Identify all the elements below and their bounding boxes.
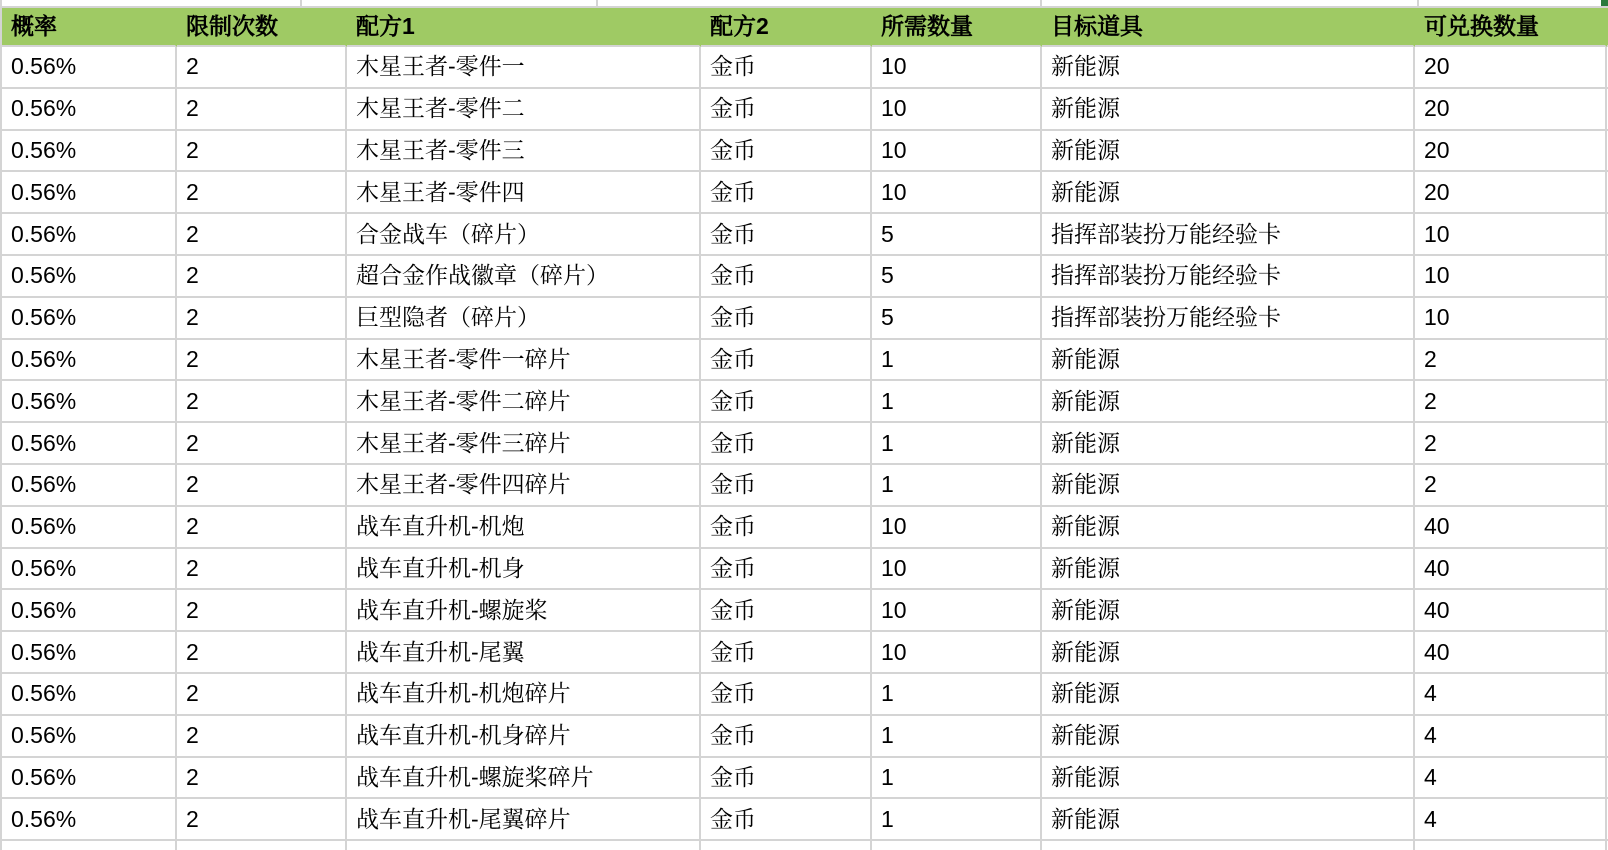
table-cell-probability[interactable]: 0.56% xyxy=(2,131,177,173)
table-cell-target-item[interactable]: 指挥部装扮万能经验卡 xyxy=(1042,214,1415,256)
table-cell-exchange-quantity[interactable]: 4 xyxy=(1415,799,1607,841)
table-cell-limit-count[interactable]: 2 xyxy=(177,716,347,758)
table-cell-limit-count[interactable]: 2 xyxy=(177,423,347,465)
table-cell-probability[interactable]: 0.56% xyxy=(2,340,177,382)
table-cell-probability[interactable]: 0.56% xyxy=(2,674,177,716)
table-cell-limit-count[interactable]: 2 xyxy=(177,632,347,674)
table-cell-empty xyxy=(177,841,347,850)
table-cell-probability[interactable]: 0.56% xyxy=(2,298,177,340)
table-cell-probability[interactable]: 0.56% xyxy=(2,256,177,298)
table-cell-probability[interactable]: 0.56% xyxy=(2,507,177,549)
table-cell-probability[interactable]: 0.56% xyxy=(2,381,177,423)
table-cell-exchange-quantity[interactable]: 20 xyxy=(1415,47,1607,89)
table-cell-recipe-2[interactable]: 金币 xyxy=(701,131,872,173)
table-cell-target-item[interactable]: 新能源 xyxy=(1042,590,1415,632)
table-cell-required-quantity[interactable]: 1 xyxy=(872,381,1042,423)
table-cell-recipe-2[interactable]: 金币 xyxy=(701,758,872,800)
table-cell-exchange-quantity[interactable]: 2 xyxy=(1415,381,1607,423)
table-cell-empty xyxy=(872,841,1042,850)
table-cell-required-quantity[interactable]: 10 xyxy=(872,632,1042,674)
table-cell-probability[interactable]: 0.56% xyxy=(2,632,177,674)
table-cell-required-quantity[interactable]: 10 xyxy=(872,172,1042,214)
table-cell-empty xyxy=(1415,841,1607,850)
table-cell-recipe-1[interactable]: 木星王者-零件一 xyxy=(347,47,701,89)
table-cell-recipe-1[interactable]: 战车直升机-机身 xyxy=(347,549,701,591)
table-cell-target-item[interactable]: 新能源 xyxy=(1042,89,1415,131)
table-cell-recipe-2[interactable]: 金币 xyxy=(701,423,872,465)
table-cell-recipe-2[interactable]: 金币 xyxy=(701,465,872,507)
gridline xyxy=(300,0,302,6)
table-cell-recipe-2[interactable]: 金币 xyxy=(701,632,872,674)
table-cell-limit-count[interactable]: 2 xyxy=(177,674,347,716)
table-cell-limit-count[interactable]: 2 xyxy=(177,298,347,340)
table-cell-limit-count[interactable]: 2 xyxy=(177,507,347,549)
table-cell-recipe-1[interactable]: 战车直升机-尾翼 xyxy=(347,632,701,674)
table-cell-recipe-1[interactable]: 战车直升机-螺旋桨 xyxy=(347,590,701,632)
table-cell-required-quantity[interactable]: 10 xyxy=(872,549,1042,591)
table-cell-required-quantity[interactable]: 1 xyxy=(872,340,1042,382)
gridline xyxy=(596,0,598,6)
table-cell-recipe-1[interactable]: 木星王者-零件二碎片 xyxy=(347,381,701,423)
table-cell-limit-count[interactable]: 2 xyxy=(177,590,347,632)
table-cell-required-quantity[interactable]: 1 xyxy=(872,674,1042,716)
header-cell-target-item[interactable]: 目标道具 xyxy=(1042,8,1415,47)
spreadsheet-table xyxy=(0,8,1608,850)
table-cell-limit-count[interactable]: 2 xyxy=(177,465,347,507)
table-cell-exchange-quantity[interactable]: 20 xyxy=(1415,131,1607,173)
table-cell-target-item[interactable]: 新能源 xyxy=(1042,674,1415,716)
table-cell-target-item[interactable]: 新能源 xyxy=(1042,632,1415,674)
table-cell-exchange-quantity[interactable]: 4 xyxy=(1415,758,1607,800)
table-cell-exchange-quantity[interactable]: 2 xyxy=(1415,423,1607,465)
table-cell-limit-count[interactable]: 2 xyxy=(177,47,347,89)
table-cell-probability[interactable]: 0.56% xyxy=(2,549,177,591)
table-cell-probability[interactable]: 0.56% xyxy=(2,89,177,131)
table-cell-probability[interactable]: 0.56% xyxy=(2,590,177,632)
table-cell-target-item[interactable]: 新能源 xyxy=(1042,172,1415,214)
table-cell-target-item[interactable]: 新能源 xyxy=(1042,758,1415,800)
table-cell-required-quantity[interactable]: 5 xyxy=(872,256,1042,298)
table-cell-probability[interactable]: 0.56% xyxy=(2,465,177,507)
table-cell-recipe-2[interactable]: 金币 xyxy=(701,298,872,340)
table-cell-limit-count[interactable]: 2 xyxy=(177,340,347,382)
table-cell-probability[interactable]: 0.56% xyxy=(2,716,177,758)
partial-row-above xyxy=(0,0,1608,8)
table-cell-recipe-1[interactable]: 战车直升机-机身碎片 xyxy=(347,716,701,758)
table-cell-target-item[interactable]: 指挥部装扮万能经验卡 xyxy=(1042,256,1415,298)
table-cell-exchange-quantity[interactable]: 4 xyxy=(1415,716,1607,758)
header-cell-recipe-2[interactable]: 配方2 xyxy=(701,8,872,47)
table-cell-required-quantity[interactable]: 10 xyxy=(872,131,1042,173)
table-cell-recipe-1[interactable]: 木星王者-零件二 xyxy=(347,89,701,131)
table-cell-target-item[interactable]: 新能源 xyxy=(1042,716,1415,758)
table-cell-required-quantity[interactable]: 10 xyxy=(872,507,1042,549)
table-cell-limit-count[interactable]: 2 xyxy=(177,214,347,256)
table-cell-recipe-1[interactable]: 合金战车（碎片） xyxy=(347,214,701,256)
table-cell-exchange-quantity[interactable]: 20 xyxy=(1415,172,1607,214)
table-cell-recipe-1[interactable]: 战车直升机-机炮碎片 xyxy=(347,674,701,716)
table-cell-required-quantity[interactable]: 10 xyxy=(872,89,1042,131)
table-cell-recipe-2[interactable]: 金币 xyxy=(701,674,872,716)
table-cell-exchange-quantity[interactable]: 4 xyxy=(1415,674,1607,716)
gridline xyxy=(1040,0,1042,6)
table-cell-limit-count[interactable]: 2 xyxy=(177,381,347,423)
table-cell-target-item[interactable]: 新能源 xyxy=(1042,507,1415,549)
table-cell-exchange-quantity[interactable]: 10 xyxy=(1415,214,1607,256)
table-cell-recipe-1[interactable]: 战车直升机-机炮 xyxy=(347,507,701,549)
table-cell-recipe-2[interactable]: 金币 xyxy=(701,256,872,298)
table-cell-recipe-2[interactable]: 金币 xyxy=(701,381,872,423)
table-cell-target-item[interactable]: 新能源 xyxy=(1042,799,1415,841)
table-cell-empty xyxy=(1042,841,1415,850)
table-cell-target-item[interactable]: 新能源 xyxy=(1042,381,1415,423)
table-cell-empty xyxy=(701,841,872,850)
table-cell-target-item[interactable]: 指挥部装扮万能经验卡 xyxy=(1042,298,1415,340)
table-cell-recipe-2[interactable]: 金币 xyxy=(701,799,872,841)
table-cell-limit-count[interactable]: 2 xyxy=(177,256,347,298)
table-cell-recipe-2[interactable]: 金币 xyxy=(701,716,872,758)
table-cell-recipe-2[interactable]: 金币 xyxy=(701,172,872,214)
table-cell-exchange-quantity[interactable]: 2 xyxy=(1415,340,1607,382)
table-cell-exchange-quantity[interactable]: 20 xyxy=(1415,89,1607,131)
table-cell-limit-count[interactable]: 2 xyxy=(177,799,347,841)
table-cell-recipe-1[interactable]: 木星王者-零件四碎片 xyxy=(347,465,701,507)
table-cell-empty xyxy=(347,841,701,850)
table-cell-target-item[interactable]: 新能源 xyxy=(1042,47,1415,89)
cell-selection-corner-marker xyxy=(1601,0,1608,6)
table-cell-required-quantity[interactable]: 1 xyxy=(872,423,1042,465)
table-cell-exchange-quantity[interactable]: 10 xyxy=(1415,256,1607,298)
table-cell-empty xyxy=(2,841,177,850)
header-cell-exchange-quantity[interactable]: 可兑换数量 xyxy=(1415,8,1607,47)
table-cell-probability[interactable]: 0.56% xyxy=(2,47,177,89)
table-cell-required-quantity[interactable]: 1 xyxy=(872,758,1042,800)
table-cell-required-quantity[interactable]: 1 xyxy=(872,465,1042,507)
table-cell-recipe-1[interactable]: 木星王者-零件三 xyxy=(347,131,701,173)
table-cell-required-quantity[interactable]: 10 xyxy=(872,47,1042,89)
table-cell-target-item[interactable]: 新能源 xyxy=(1042,549,1415,591)
table-cell-recipe-1[interactable]: 木星王者-零件四 xyxy=(347,172,701,214)
table-cell-probability[interactable]: 0.56% xyxy=(2,214,177,256)
header-cell-required-quantity[interactable]: 所需数量 xyxy=(872,8,1042,47)
table-cell-recipe-2[interactable]: 金币 xyxy=(701,507,872,549)
table-cell-target-item[interactable]: 新能源 xyxy=(1042,131,1415,173)
table-cell-recipe-1[interactable]: 木星王者-零件一碎片 xyxy=(347,340,701,382)
table-cell-limit-count[interactable]: 2 xyxy=(177,549,347,591)
table-cell-recipe-2[interactable]: 金币 xyxy=(701,340,872,382)
table-cell-recipe-1[interactable]: 战车直升机-螺旋桨碎片 xyxy=(347,758,701,800)
table-cell-exchange-quantity[interactable]: 10 xyxy=(1415,298,1607,340)
table-cell-recipe-1[interactable]: 巨型隐者（碎片） xyxy=(347,298,701,340)
table-cell-target-item[interactable]: 新能源 xyxy=(1042,423,1415,465)
table-cell-recipe-1[interactable]: 战车直升机-尾翼碎片 xyxy=(347,799,701,841)
table-cell-required-quantity[interactable]: 10 xyxy=(872,590,1042,632)
header-cell-probability[interactable]: 概率 xyxy=(2,8,177,47)
table-cell-required-quantity[interactable]: 1 xyxy=(872,716,1042,758)
table-cell-recipe-2[interactable]: 金币 xyxy=(701,47,872,89)
table-cell-required-quantity[interactable]: 5 xyxy=(872,298,1042,340)
header-cell-limit-count[interactable]: 限制次数 xyxy=(177,8,347,47)
table-cell-probability[interactable]: 0.56% xyxy=(2,172,177,214)
table-cell-probability[interactable]: 0.56% xyxy=(2,758,177,800)
table-cell-exchange-quantity[interactable]: 2 xyxy=(1415,465,1607,507)
table-cell-limit-count[interactable]: 2 xyxy=(177,131,347,173)
table-cell-probability[interactable]: 0.56% xyxy=(2,423,177,465)
table-cell-limit-count[interactable]: 2 xyxy=(177,172,347,214)
table-cell-recipe-1[interactable]: 木星王者-零件三碎片 xyxy=(347,423,701,465)
table-cell-recipe-2[interactable]: 金币 xyxy=(701,89,872,131)
table-cell-required-quantity[interactable]: 5 xyxy=(872,214,1042,256)
table-cell-recipe-1[interactable]: 超合金作战徽章（碎片） xyxy=(347,256,701,298)
table-cell-probability[interactable]: 0.56% xyxy=(2,799,177,841)
table-cell-limit-count[interactable]: 2 xyxy=(177,758,347,800)
table-cell-recipe-2[interactable]: 金币 xyxy=(701,590,872,632)
table-cell-target-item[interactable]: 新能源 xyxy=(1042,340,1415,382)
header-cell-recipe-1[interactable]: 配方1 xyxy=(347,8,701,47)
table-cell-required-quantity[interactable]: 1 xyxy=(872,799,1042,841)
table-cell-limit-count[interactable]: 2 xyxy=(177,89,347,131)
table-cell-exchange-quantity[interactable]: 40 xyxy=(1415,590,1607,632)
table-cell-recipe-2[interactable]: 金币 xyxy=(701,214,872,256)
gridline xyxy=(1417,0,1419,6)
table-cell-recipe-2[interactable]: 金币 xyxy=(701,549,872,591)
table-cell-exchange-quantity[interactable]: 40 xyxy=(1415,549,1607,591)
table-cell-exchange-quantity[interactable]: 40 xyxy=(1415,507,1607,549)
table-cell-target-item[interactable]: 新能源 xyxy=(1042,465,1415,507)
table-cell-exchange-quantity[interactable]: 40 xyxy=(1415,632,1607,674)
